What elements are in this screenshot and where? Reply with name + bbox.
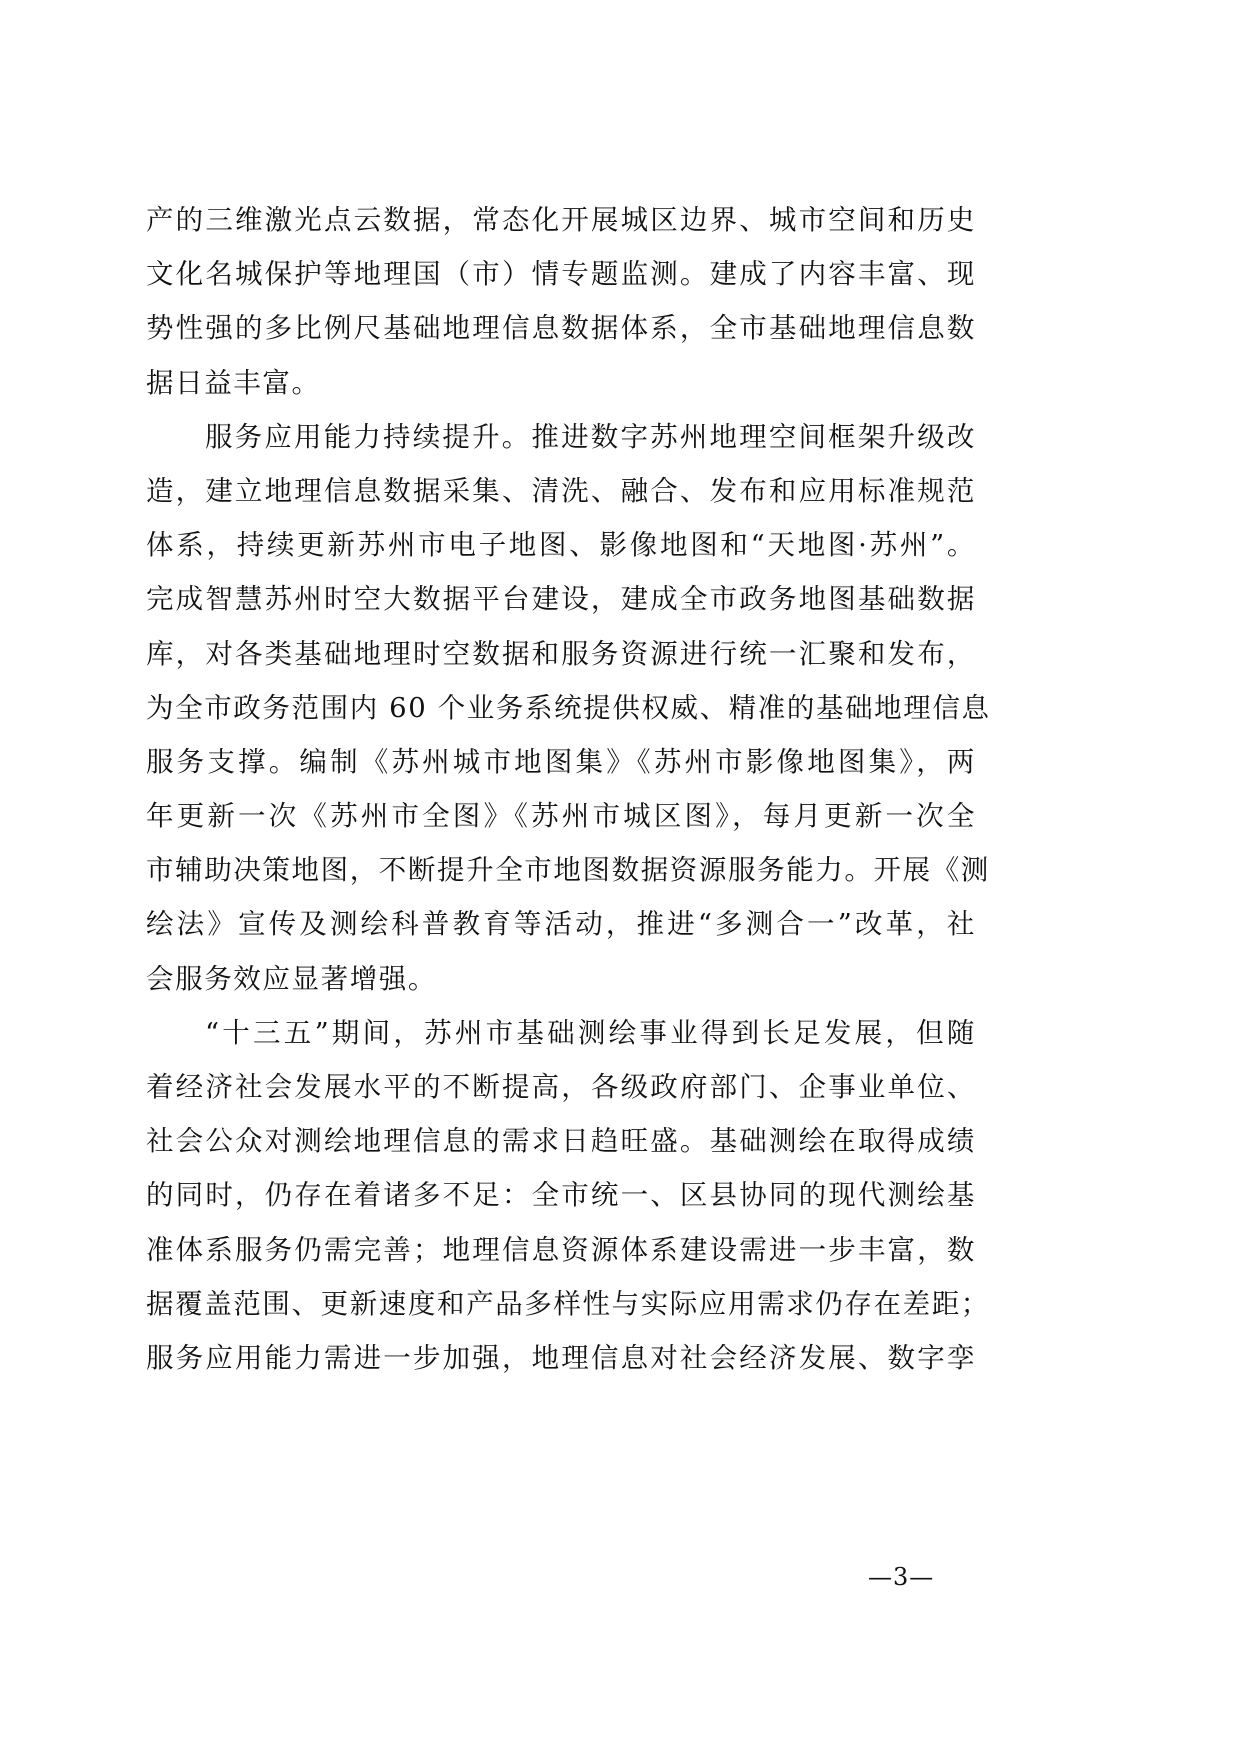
- text-line: 文化名城保护等地理国（市）情专题监测。建成了内容丰富、现: [146, 258, 976, 291]
- text-line: 完成智慧苏州时空大数据平台建设，建成全市政务地图基础数据: [146, 583, 976, 616]
- text-line: “十三五”期间，苏州市基础测绘事业得到长足发展，但随: [205, 1016, 976, 1049]
- text-line: 准体系服务仍需完善；地理信息资源体系建设需进一步丰富，数: [146, 1233, 976, 1266]
- text-line: 年更新一次《苏州市全图》《苏州市城区图》，每月更新一次全: [146, 800, 976, 833]
- text-line: 为全市政务范围内 60 个业务系统提供权威、精准的基础地理信息: [146, 691, 991, 724]
- page-number: —3—: [868, 1563, 935, 1591]
- text-line: 产的三维激光点云数据，常态化开展城区边界、城市空间和历史: [146, 204, 976, 236]
- paragraph-shortcomings: [146, 1006, 990, 1385]
- paragraph-service-capability: [146, 410, 991, 1006]
- body-text: [146, 193, 991, 1385]
- text-line: 绘法》宣传及测绘科普教育等活动，推进“多测合一”改革，社: [146, 908, 976, 941]
- text-line: 会服务效应显著增强。: [146, 962, 437, 995]
- text-line: 市辅助决策地图，不断提升全市地图数据资源服务能力。开展《测: [146, 854, 990, 887]
- text-line: 库，对各类基础地理时空数据和服务资源进行统一汇聚和发布，: [146, 637, 976, 670]
- text-line: 社会公众对测绘地理信息的需求日趋旺盛。基础测绘在取得成绩: [146, 1125, 976, 1158]
- text-line: 据日益丰富。: [146, 366, 321, 399]
- text-line: 体系，持续更新苏州市电子地图、影像地图和“天地图·苏州”。: [146, 529, 976, 562]
- text-line: 服务支撑。编制《苏州城市地图集》《苏州市影像地图集》，两: [146, 745, 976, 778]
- paragraph-data-system: [146, 193, 976, 410]
- text-line: 据覆盖范围、更新速度和产品多样性与实际应用需求仍存在差距；: [146, 1287, 990, 1320]
- text-line: 服务应用能力需进一步加强，地理信息对社会经济发展、数字孪: [146, 1341, 976, 1374]
- text-line: 造，建立地理信息数据采集、清洗、融合、发布和应用标准规范: [146, 474, 976, 507]
- text-line: 着经济社会发展水平的不断提高，各级政府部门、企事业单位、: [146, 1071, 976, 1103]
- text-line: 势性强的多比例尺基础地理信息数据体系，全市基础地理信息数: [146, 312, 976, 345]
- text-line: 的同时，仍存在着诸多不足：全市统一、区县协同的现代测绘基: [146, 1179, 976, 1212]
- text-line: 服务应用能力持续提升。推进数字苏州地理空间框架升级改: [205, 420, 976, 453]
